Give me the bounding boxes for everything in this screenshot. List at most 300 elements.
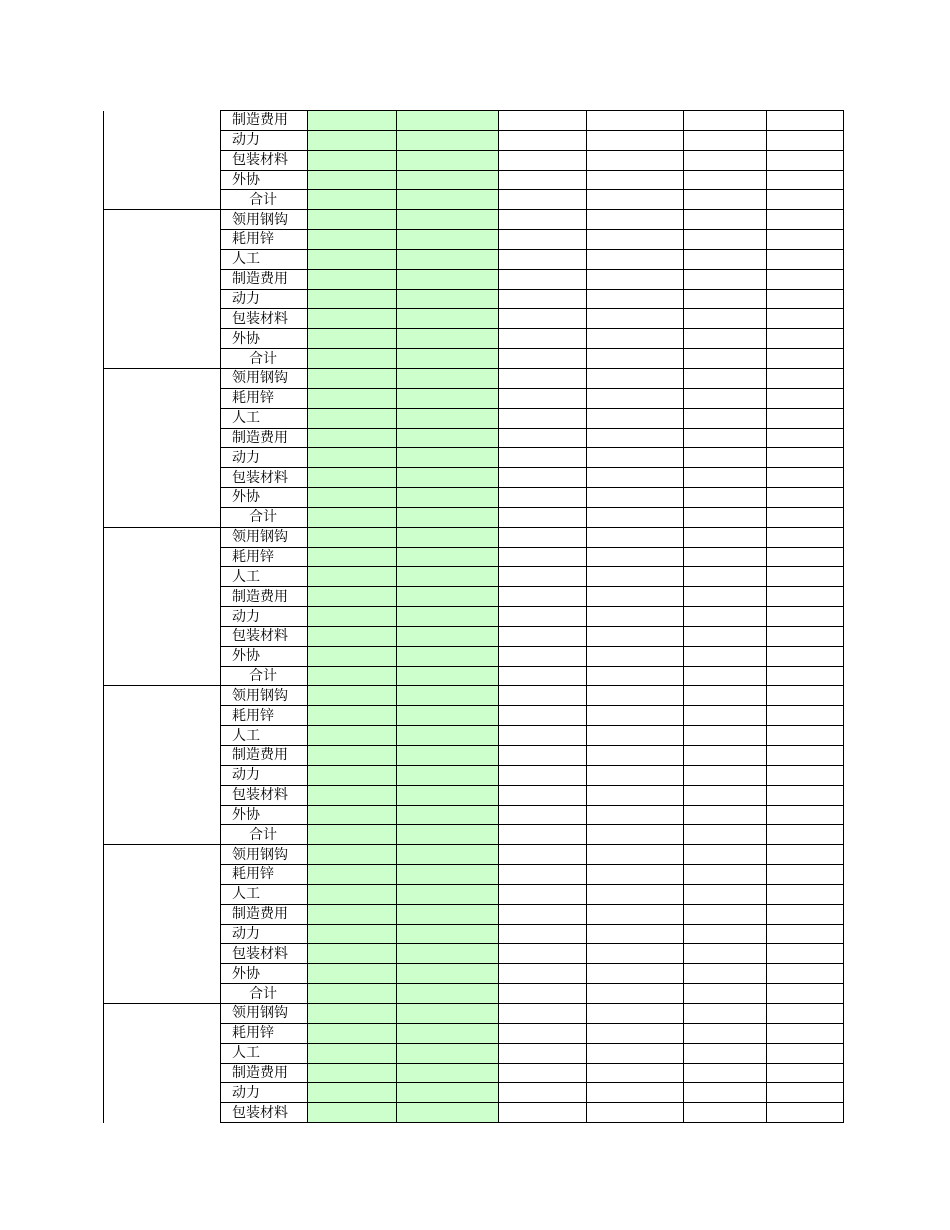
value-cell[interactable] <box>499 1043 587 1063</box>
value-cell[interactable] <box>684 567 767 587</box>
value-cell[interactable] <box>767 984 844 1004</box>
input-cell[interactable] <box>308 765 397 785</box>
value-cell[interactable] <box>587 428 684 448</box>
input-cell[interactable] <box>397 607 499 627</box>
value-cell[interactable] <box>587 210 684 230</box>
value-cell[interactable] <box>684 1023 767 1043</box>
value-cell[interactable] <box>587 1043 684 1063</box>
input-cell[interactable] <box>397 269 499 289</box>
value-cell[interactable] <box>499 349 587 369</box>
input-cell[interactable] <box>308 368 397 388</box>
value-cell[interactable] <box>684 666 767 686</box>
value-cell[interactable] <box>499 130 587 150</box>
input-cell[interactable] <box>397 488 499 508</box>
input-cell[interactable] <box>308 924 397 944</box>
value-cell[interactable] <box>767 428 844 448</box>
value-cell[interactable] <box>499 547 587 567</box>
input-cell[interactable] <box>397 547 499 567</box>
value-cell[interactable] <box>767 626 844 646</box>
value-cell[interactable] <box>684 448 767 468</box>
value-cell[interactable] <box>684 111 767 131</box>
value-cell[interactable] <box>587 964 684 984</box>
input-cell[interactable] <box>308 210 397 230</box>
input-cell[interactable] <box>308 111 397 131</box>
value-cell[interactable] <box>499 666 587 686</box>
product-group-cell[interactable] <box>104 368 221 527</box>
value-cell[interactable] <box>767 210 844 230</box>
input-cell[interactable] <box>397 368 499 388</box>
value-cell[interactable] <box>767 845 844 865</box>
value-cell[interactable] <box>684 904 767 924</box>
value-cell[interactable] <box>767 805 844 825</box>
value-cell[interactable] <box>587 865 684 885</box>
input-cell[interactable] <box>308 785 397 805</box>
value-cell[interactable] <box>499 249 587 269</box>
input-cell[interactable] <box>397 448 499 468</box>
value-cell[interactable] <box>499 805 587 825</box>
value-cell[interactable] <box>684 368 767 388</box>
input-cell[interactable] <box>397 884 499 904</box>
input-cell[interactable] <box>397 527 499 547</box>
value-cell[interactable] <box>499 607 587 627</box>
value-cell[interactable] <box>587 805 684 825</box>
value-cell[interactable] <box>587 785 684 805</box>
value-cell[interactable] <box>684 249 767 269</box>
value-cell[interactable] <box>767 865 844 885</box>
value-cell[interactable] <box>684 547 767 567</box>
value-cell[interactable] <box>587 765 684 785</box>
value-cell[interactable] <box>499 825 587 845</box>
value-cell[interactable] <box>684 269 767 289</box>
input-cell[interactable] <box>308 309 397 329</box>
value-cell[interactable] <box>767 825 844 845</box>
input-cell[interactable] <box>308 150 397 170</box>
value-cell[interactable] <box>587 249 684 269</box>
value-cell[interactable] <box>587 408 684 428</box>
input-cell[interactable] <box>308 230 397 250</box>
value-cell[interactable] <box>767 527 844 547</box>
value-cell[interactable] <box>767 249 844 269</box>
value-cell[interactable] <box>587 706 684 726</box>
value-cell[interactable] <box>767 269 844 289</box>
value-cell[interactable] <box>499 1023 587 1043</box>
input-cell[interactable] <box>308 646 397 666</box>
value-cell[interactable] <box>767 190 844 210</box>
value-cell[interactable] <box>499 567 587 587</box>
value-cell[interactable] <box>587 309 684 329</box>
value-cell[interactable] <box>499 924 587 944</box>
value-cell[interactable] <box>684 1083 767 1103</box>
value-cell[interactable] <box>684 230 767 250</box>
value-cell[interactable] <box>767 230 844 250</box>
value-cell[interactable] <box>684 1043 767 1063</box>
value-cell[interactable] <box>499 1063 587 1083</box>
value-cell[interactable] <box>587 646 684 666</box>
value-cell[interactable] <box>587 746 684 766</box>
value-cell[interactable] <box>499 269 587 289</box>
value-cell[interactable] <box>499 746 587 766</box>
input-cell[interactable] <box>308 805 397 825</box>
value-cell[interactable] <box>684 388 767 408</box>
value-cell[interactable] <box>587 884 684 904</box>
input-cell[interactable] <box>397 249 499 269</box>
input-cell[interactable] <box>308 289 397 309</box>
value-cell[interactable] <box>684 1063 767 1083</box>
input-cell[interactable] <box>397 626 499 646</box>
value-cell[interactable] <box>587 329 684 349</box>
value-cell[interactable] <box>499 726 587 746</box>
value-cell[interactable] <box>684 210 767 230</box>
value-cell[interactable] <box>499 706 587 726</box>
input-cell[interactable] <box>397 726 499 746</box>
value-cell[interactable] <box>767 468 844 488</box>
value-cell[interactable] <box>499 428 587 448</box>
value-cell[interactable] <box>684 944 767 964</box>
value-cell[interactable] <box>499 150 587 170</box>
value-cell[interactable] <box>587 1023 684 1043</box>
value-cell[interactable] <box>767 547 844 567</box>
value-cell[interactable] <box>684 150 767 170</box>
input-cell[interactable] <box>308 547 397 567</box>
input-cell[interactable] <box>397 408 499 428</box>
value-cell[interactable] <box>684 309 767 329</box>
input-cell[interactable] <box>308 249 397 269</box>
value-cell[interactable] <box>499 1103 587 1123</box>
input-cell[interactable] <box>397 428 499 448</box>
value-cell[interactable] <box>499 210 587 230</box>
value-cell[interactable] <box>767 924 844 944</box>
value-cell[interactable] <box>767 706 844 726</box>
value-cell[interactable] <box>499 190 587 210</box>
input-cell[interactable] <box>397 686 499 706</box>
value-cell[interactable] <box>684 587 767 607</box>
input-cell[interactable] <box>397 785 499 805</box>
input-cell[interactable] <box>308 130 397 150</box>
value-cell[interactable] <box>499 448 587 468</box>
input-cell[interactable] <box>308 468 397 488</box>
value-cell[interactable] <box>767 607 844 627</box>
value-cell[interactable] <box>587 944 684 964</box>
value-cell[interactable] <box>499 170 587 190</box>
value-cell[interactable] <box>499 329 587 349</box>
value-cell[interactable] <box>499 111 587 131</box>
input-cell[interactable] <box>397 210 499 230</box>
input-cell[interactable] <box>397 190 499 210</box>
value-cell[interactable] <box>499 527 587 547</box>
value-cell[interactable] <box>767 289 844 309</box>
value-cell[interactable] <box>767 388 844 408</box>
input-cell[interactable] <box>397 349 499 369</box>
input-cell[interactable] <box>308 388 397 408</box>
value-cell[interactable] <box>499 289 587 309</box>
input-cell[interactable] <box>397 964 499 984</box>
value-cell[interactable] <box>499 368 587 388</box>
input-cell[interactable] <box>397 468 499 488</box>
value-cell[interactable] <box>684 924 767 944</box>
value-cell[interactable] <box>767 488 844 508</box>
input-cell[interactable] <box>308 1063 397 1083</box>
value-cell[interactable] <box>684 726 767 746</box>
value-cell[interactable] <box>587 190 684 210</box>
input-cell[interactable] <box>397 1063 499 1083</box>
value-cell[interactable] <box>767 686 844 706</box>
value-cell[interactable] <box>499 964 587 984</box>
value-cell[interactable] <box>767 1063 844 1083</box>
value-cell[interactable] <box>767 765 844 785</box>
product-group-cell[interactable] <box>104 1003 221 1122</box>
input-cell[interactable] <box>397 825 499 845</box>
value-cell[interactable] <box>684 349 767 369</box>
input-cell[interactable] <box>308 190 397 210</box>
value-cell[interactable] <box>684 984 767 1004</box>
input-cell[interactable] <box>397 170 499 190</box>
input-cell[interactable] <box>397 845 499 865</box>
input-cell[interactable] <box>397 1083 499 1103</box>
value-cell[interactable] <box>684 488 767 508</box>
value-cell[interactable] <box>684 607 767 627</box>
value-cell[interactable] <box>587 150 684 170</box>
value-cell[interactable] <box>684 746 767 766</box>
input-cell[interactable] <box>308 349 397 369</box>
input-cell[interactable] <box>397 646 499 666</box>
value-cell[interactable] <box>684 130 767 150</box>
product-group-cell[interactable] <box>104 111 221 210</box>
value-cell[interactable] <box>499 587 587 607</box>
input-cell[interactable] <box>308 626 397 646</box>
input-cell[interactable] <box>308 587 397 607</box>
input-cell[interactable] <box>308 488 397 508</box>
value-cell[interactable] <box>684 706 767 726</box>
value-cell[interactable] <box>587 269 684 289</box>
value-cell[interactable] <box>587 368 684 388</box>
value-cell[interactable] <box>684 825 767 845</box>
value-cell[interactable] <box>767 1003 844 1023</box>
value-cell[interactable] <box>767 746 844 766</box>
input-cell[interactable] <box>397 1023 499 1043</box>
value-cell[interactable] <box>587 587 684 607</box>
input-cell[interactable] <box>308 1083 397 1103</box>
value-cell[interactable] <box>499 944 587 964</box>
input-cell[interactable] <box>308 726 397 746</box>
value-cell[interactable] <box>684 964 767 984</box>
value-cell[interactable] <box>767 567 844 587</box>
input-cell[interactable] <box>397 666 499 686</box>
value-cell[interactable] <box>767 130 844 150</box>
value-cell[interactable] <box>684 170 767 190</box>
value-cell[interactable] <box>587 607 684 627</box>
input-cell[interactable] <box>397 984 499 1004</box>
value-cell[interactable] <box>767 964 844 984</box>
input-cell[interactable] <box>397 924 499 944</box>
input-cell[interactable] <box>308 269 397 289</box>
input-cell[interactable] <box>308 944 397 964</box>
value-cell[interactable] <box>767 448 844 468</box>
input-cell[interactable] <box>308 507 397 527</box>
value-cell[interactable] <box>767 309 844 329</box>
value-cell[interactable] <box>587 468 684 488</box>
value-cell[interactable] <box>587 1083 684 1103</box>
value-cell[interactable] <box>684 626 767 646</box>
input-cell[interactable] <box>308 448 397 468</box>
input-cell[interactable] <box>308 746 397 766</box>
value-cell[interactable] <box>587 547 684 567</box>
input-cell[interactable] <box>308 666 397 686</box>
input-cell[interactable] <box>397 507 499 527</box>
value-cell[interactable] <box>587 726 684 746</box>
value-cell[interactable] <box>587 626 684 646</box>
input-cell[interactable] <box>308 607 397 627</box>
input-cell[interactable] <box>397 706 499 726</box>
value-cell[interactable] <box>684 865 767 885</box>
input-cell[interactable] <box>397 150 499 170</box>
input-cell[interactable] <box>308 1103 397 1123</box>
value-cell[interactable] <box>587 527 684 547</box>
value-cell[interactable] <box>499 646 587 666</box>
value-cell[interactable] <box>684 329 767 349</box>
value-cell[interactable] <box>767 904 844 924</box>
value-cell[interactable] <box>499 626 587 646</box>
input-cell[interactable] <box>308 686 397 706</box>
input-cell[interactable] <box>397 309 499 329</box>
value-cell[interactable] <box>499 686 587 706</box>
input-cell[interactable] <box>308 1043 397 1063</box>
value-cell[interactable] <box>499 884 587 904</box>
value-cell[interactable] <box>587 567 684 587</box>
value-cell[interactable] <box>767 646 844 666</box>
input-cell[interactable] <box>308 1023 397 1043</box>
value-cell[interactable] <box>767 1023 844 1043</box>
input-cell[interactable] <box>397 1003 499 1023</box>
value-cell[interactable] <box>587 349 684 369</box>
value-cell[interactable] <box>767 408 844 428</box>
input-cell[interactable] <box>308 984 397 1004</box>
value-cell[interactable] <box>499 230 587 250</box>
value-cell[interactable] <box>767 726 844 746</box>
input-cell[interactable] <box>308 964 397 984</box>
input-cell[interactable] <box>397 329 499 349</box>
value-cell[interactable] <box>499 984 587 1004</box>
input-cell[interactable] <box>397 230 499 250</box>
value-cell[interactable] <box>587 130 684 150</box>
input-cell[interactable] <box>397 1043 499 1063</box>
value-cell[interactable] <box>684 765 767 785</box>
value-cell[interactable] <box>499 904 587 924</box>
value-cell[interactable] <box>767 587 844 607</box>
input-cell[interactable] <box>308 825 397 845</box>
value-cell[interactable] <box>767 1103 844 1123</box>
input-cell[interactable] <box>397 1103 499 1123</box>
value-cell[interactable] <box>499 1083 587 1103</box>
value-cell[interactable] <box>767 329 844 349</box>
value-cell[interactable] <box>587 904 684 924</box>
input-cell[interactable] <box>308 884 397 904</box>
value-cell[interactable] <box>587 388 684 408</box>
value-cell[interactable] <box>767 150 844 170</box>
value-cell[interactable] <box>684 805 767 825</box>
input-cell[interactable] <box>308 706 397 726</box>
value-cell[interactable] <box>767 666 844 686</box>
value-cell[interactable] <box>587 1003 684 1023</box>
input-cell[interactable] <box>308 329 397 349</box>
value-cell[interactable] <box>767 1083 844 1103</box>
value-cell[interactable] <box>499 1003 587 1023</box>
input-cell[interactable] <box>397 111 499 131</box>
value-cell[interactable] <box>587 984 684 1004</box>
input-cell[interactable] <box>308 904 397 924</box>
value-cell[interactable] <box>587 1103 684 1123</box>
value-cell[interactable] <box>587 111 684 131</box>
input-cell[interactable] <box>397 388 499 408</box>
value-cell[interactable] <box>684 408 767 428</box>
input-cell[interactable] <box>308 527 397 547</box>
value-cell[interactable] <box>684 884 767 904</box>
value-cell[interactable] <box>587 507 684 527</box>
value-cell[interactable] <box>499 488 587 508</box>
input-cell[interactable] <box>308 865 397 885</box>
value-cell[interactable] <box>684 428 767 448</box>
input-cell[interactable] <box>397 865 499 885</box>
value-cell[interactable] <box>587 666 684 686</box>
value-cell[interactable] <box>587 170 684 190</box>
value-cell[interactable] <box>499 388 587 408</box>
value-cell[interactable] <box>684 507 767 527</box>
value-cell[interactable] <box>684 468 767 488</box>
product-group-cell[interactable] <box>104 210 221 369</box>
value-cell[interactable] <box>499 468 587 488</box>
value-cell[interactable] <box>499 765 587 785</box>
value-cell[interactable] <box>499 785 587 805</box>
value-cell[interactable] <box>767 507 844 527</box>
value-cell[interactable] <box>684 785 767 805</box>
input-cell[interactable] <box>308 428 397 448</box>
value-cell[interactable] <box>767 944 844 964</box>
value-cell[interactable] <box>684 1103 767 1123</box>
value-cell[interactable] <box>499 845 587 865</box>
value-cell[interactable] <box>684 1003 767 1023</box>
value-cell[interactable] <box>684 527 767 547</box>
value-cell[interactable] <box>767 884 844 904</box>
value-cell[interactable] <box>684 845 767 865</box>
value-cell[interactable] <box>767 1043 844 1063</box>
value-cell[interactable] <box>499 408 587 428</box>
product-group-cell[interactable] <box>104 845 221 1004</box>
value-cell[interactable] <box>587 924 684 944</box>
value-cell[interactable] <box>587 686 684 706</box>
input-cell[interactable] <box>308 1003 397 1023</box>
input-cell[interactable] <box>308 845 397 865</box>
input-cell[interactable] <box>308 408 397 428</box>
value-cell[interactable] <box>587 448 684 468</box>
input-cell[interactable] <box>397 765 499 785</box>
value-cell[interactable] <box>499 309 587 329</box>
input-cell[interactable] <box>397 587 499 607</box>
product-group-cell[interactable] <box>104 527 221 686</box>
value-cell[interactable] <box>684 646 767 666</box>
value-cell[interactable] <box>767 368 844 388</box>
value-cell[interactable] <box>587 825 684 845</box>
value-cell[interactable] <box>587 289 684 309</box>
value-cell[interactable] <box>587 230 684 250</box>
value-cell[interactable] <box>587 845 684 865</box>
input-cell[interactable] <box>397 289 499 309</box>
input-cell[interactable] <box>397 904 499 924</box>
input-cell[interactable] <box>397 944 499 964</box>
input-cell[interactable] <box>397 567 499 587</box>
value-cell[interactable] <box>587 1063 684 1083</box>
value-cell[interactable] <box>767 111 844 131</box>
input-cell[interactable] <box>308 567 397 587</box>
value-cell[interactable] <box>767 349 844 369</box>
